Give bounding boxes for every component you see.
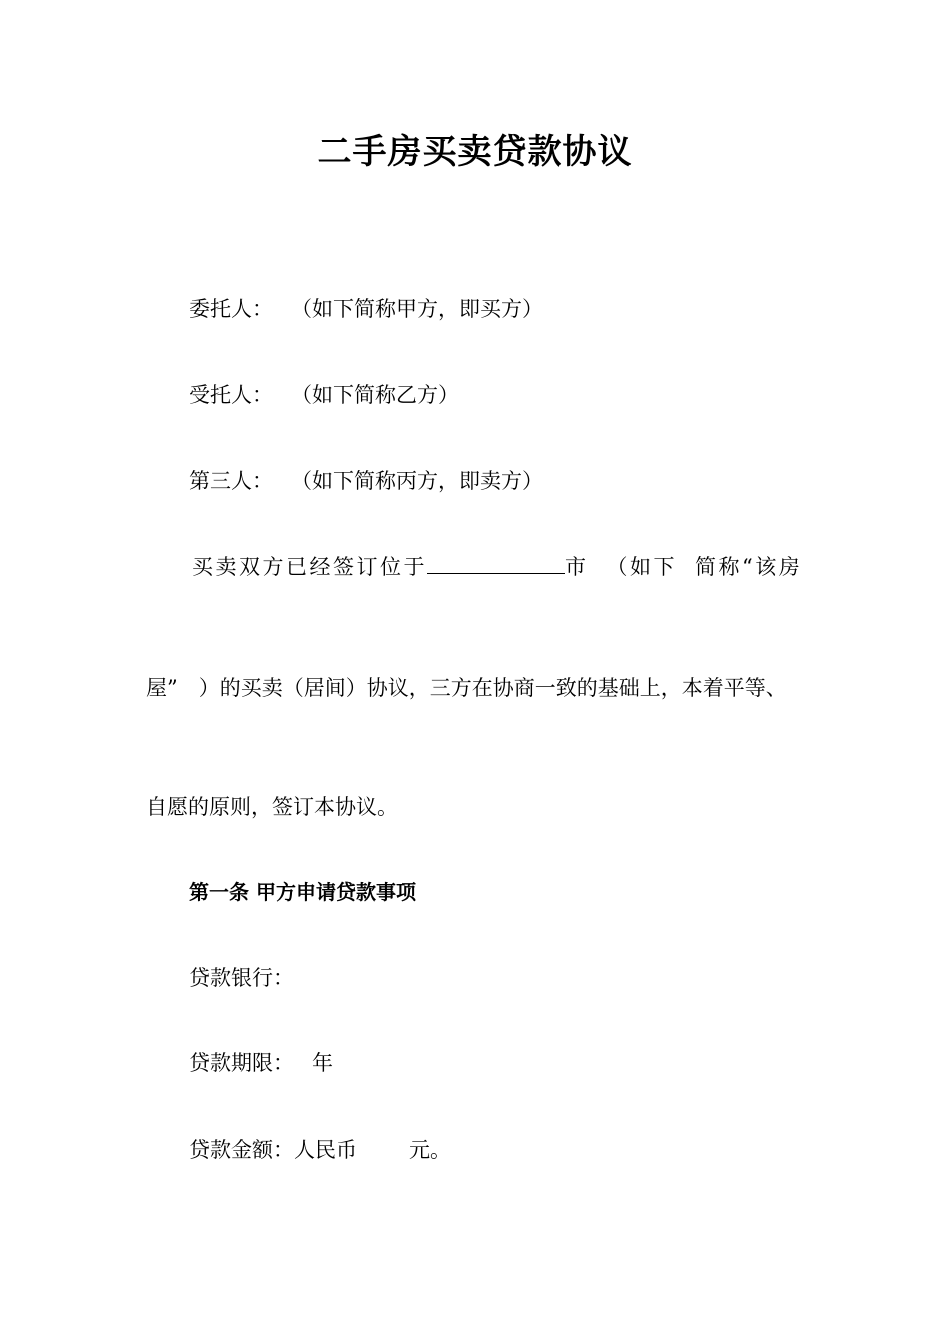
principal-note: （如下简称甲方，即买方） bbox=[291, 297, 543, 321]
loan-amount-label: 贷款金额：人民币 bbox=[189, 1138, 357, 1162]
third-note: （如下简称丙方，即卖方） bbox=[291, 469, 543, 493]
party-third bbox=[189, 466, 543, 496]
preamble-line-3: 自愿的原则，签订本协议。 bbox=[146, 795, 398, 819]
preamble-line-1 bbox=[192, 552, 802, 582]
loan-bank bbox=[189, 963, 294, 993]
preamble-text-b: 市 bbox=[565, 555, 589, 579]
preamble-text-d: 简称“该房 bbox=[695, 555, 803, 579]
loan-term-label: 贷款期限： bbox=[189, 1051, 294, 1075]
third-label: 第三人： bbox=[189, 469, 273, 493]
loan-bank-label: 贷款银行： bbox=[189, 966, 294, 990]
agent-note: （如下简称乙方） bbox=[291, 383, 459, 407]
preamble-text-a: 买卖双方已经签订位于 bbox=[192, 555, 427, 579]
preamble-text-c: （如下 bbox=[606, 555, 677, 579]
loan-term bbox=[189, 1048, 333, 1078]
party-agent bbox=[189, 380, 459, 410]
loan-term-unit: 年 bbox=[312, 1051, 333, 1075]
city-blank bbox=[427, 553, 565, 574]
loan-amount-unit: 元。 bbox=[409, 1138, 451, 1162]
preamble-line-2: 屋” ）的买卖（居间）协议，三方在协商一致的基础上，本着平等、 bbox=[146, 676, 787, 700]
principal-label: 委托人： bbox=[189, 297, 273, 321]
loan-amount bbox=[189, 1135, 451, 1165]
party-principal bbox=[189, 294, 543, 324]
document-title: 二手房买卖贷款协议 bbox=[317, 132, 633, 172]
article-1-heading: 第一条 甲方申请贷款事项 bbox=[189, 880, 416, 904]
agent-label: 受托人： bbox=[189, 383, 273, 407]
